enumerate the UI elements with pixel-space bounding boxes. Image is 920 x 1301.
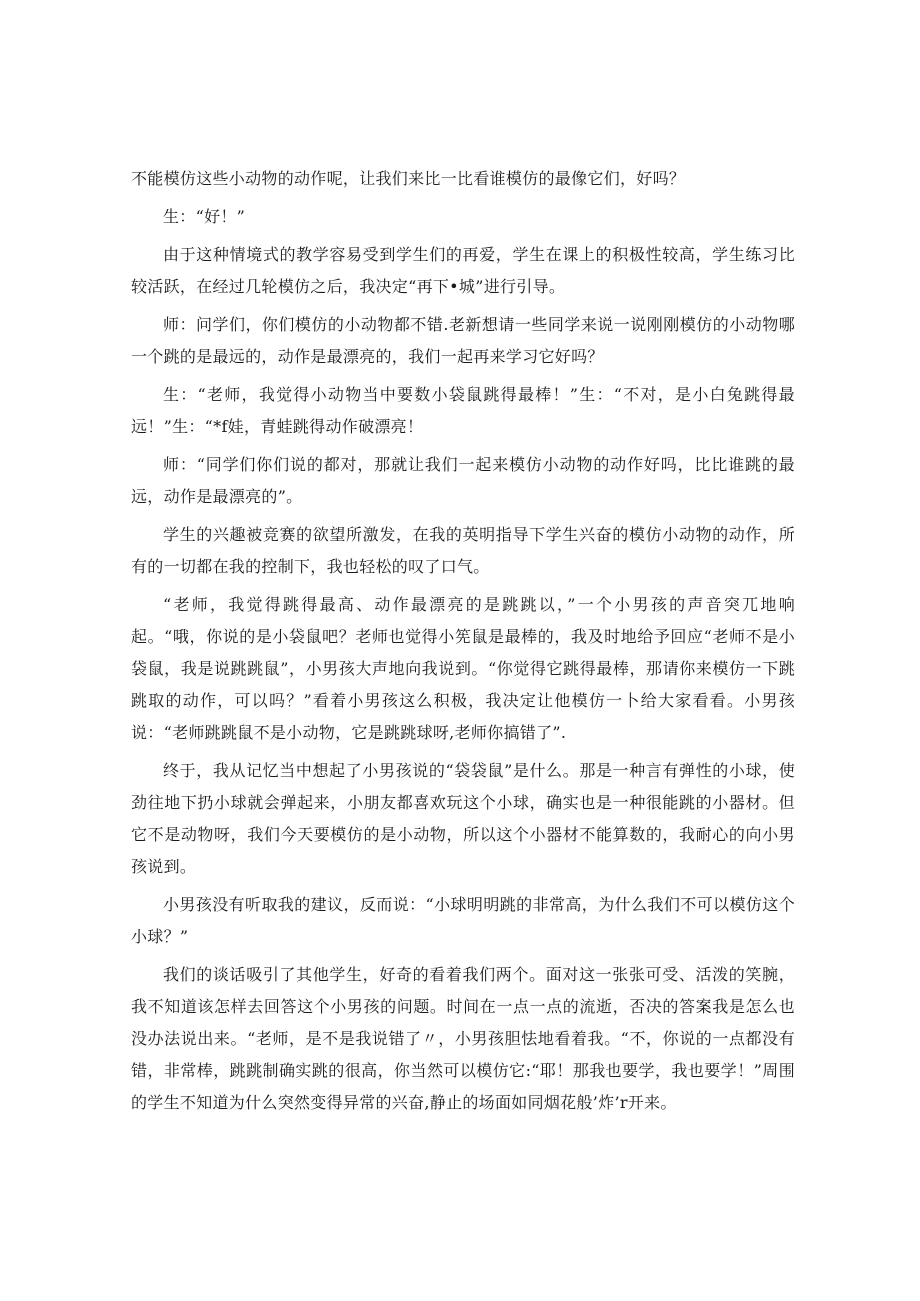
paragraph-2: 生：“好！” bbox=[163, 207, 246, 226]
paragraph-4: 师：问学们，你们模仿的小动物都不错.老新想请一些同学来说一说刚刚模仿的小动物哪一个跳的是最远的，动作是最漂亮的，我们一起再来学习它好吗？ bbox=[131, 315, 795, 366]
paragraph-5: 生：“老师，我觉得小动物当中要数小袋鼠跳得最棒！”生：“不对，是小白兔跳得最远！”生：“*f娃，青蛙跳得动作破漂亮！ bbox=[131, 385, 795, 436]
document-body bbox=[131, 163, 795, 1125]
paragraph-9: 终于，我从记忆当中想起了小男孩说的“袋袋鼠”是什么。那是一种言有弹性的小球，使劲往地下扔小球就会弹起来，小朋友都喜欢玩这个小球，确实也是一种很能跳的小器材。但它不是动物呀，我们今天要模仿的是小动物，所以这个小器材不能算数的，我耐心的向小男孩说到。 bbox=[131, 761, 795, 876]
paragraph-11: 我们的谈话吸引了其他学生，好奇的看着我们两个。面对这一张张可受、活泼的笑腕，我不知道该怎样去回答这个小男孩的问题。时间在一点一点的流逝，否决的答案我是怎么也没办法说出来。“老师，是不是我说错了〃，小男孩胆怯地看着我。“不，你说的一点都没有错，非常棒，跳跳制确实跳的很高，你当然可以模仿它:“耶！那我也要学，我也要学！”周围的学生不知道为什么突然变得异常的兴奋,静止的场面如同烟花般’炸’r开来。 bbox=[131, 965, 795, 1112]
paragraph-3: 由于这种情境式的教学容易受到学生们的再爱，学生在课上的积极性较高，学生练习比较活跃，在经过几轮模仿之后，我决定“再下•城”进行引导。 bbox=[131, 245, 795, 296]
paragraph-10: 小男孩没有听取我的建议，反而说：“小球明明跳的非常高，为什么我们不可以模仿这个小球？” bbox=[131, 895, 795, 946]
paragraph-6: 师：“同学们你们说的都对，那就让我们一起来模仿小动物的动作好吗，比比谁跳的最远，动作是最漂亮的”。 bbox=[131, 455, 795, 506]
paragraph-7: 学生的兴趣被竞赛的欲望所激发，在我的英明指导下学生兴奋的模仿小动物的动作，所有的一切都在我的控制下，我也轻松的叹了口气。 bbox=[131, 525, 795, 576]
paragraph-8: “老师，我觉得跳得最高、动作最漂亮的是跳跳以，”一个小男孩的声音突兀地响起。“哦，你说的是小袋鼠吧？老师也觉得小筅鼠是最棒的，我及时地给予回应“老师不是小袋鼠，我是说跳跳鼠”，小男孩大声地向我说到。“你觉得它跳得最棒，那请你来模仿一下跳跳取的动作，可以吗？”看着小男孩这么积极，我决定让他模仿一卜给大家看看。小男孩说：“老师跳跳鼠不是小动物，它是跳跳球呀,老师你搞错了”. bbox=[131, 595, 795, 742]
paragraph-1: 不能模仿这些小动物的动作呢，让我们来比一比看谁模仿的最像它们，好吗？ bbox=[131, 169, 686, 188]
